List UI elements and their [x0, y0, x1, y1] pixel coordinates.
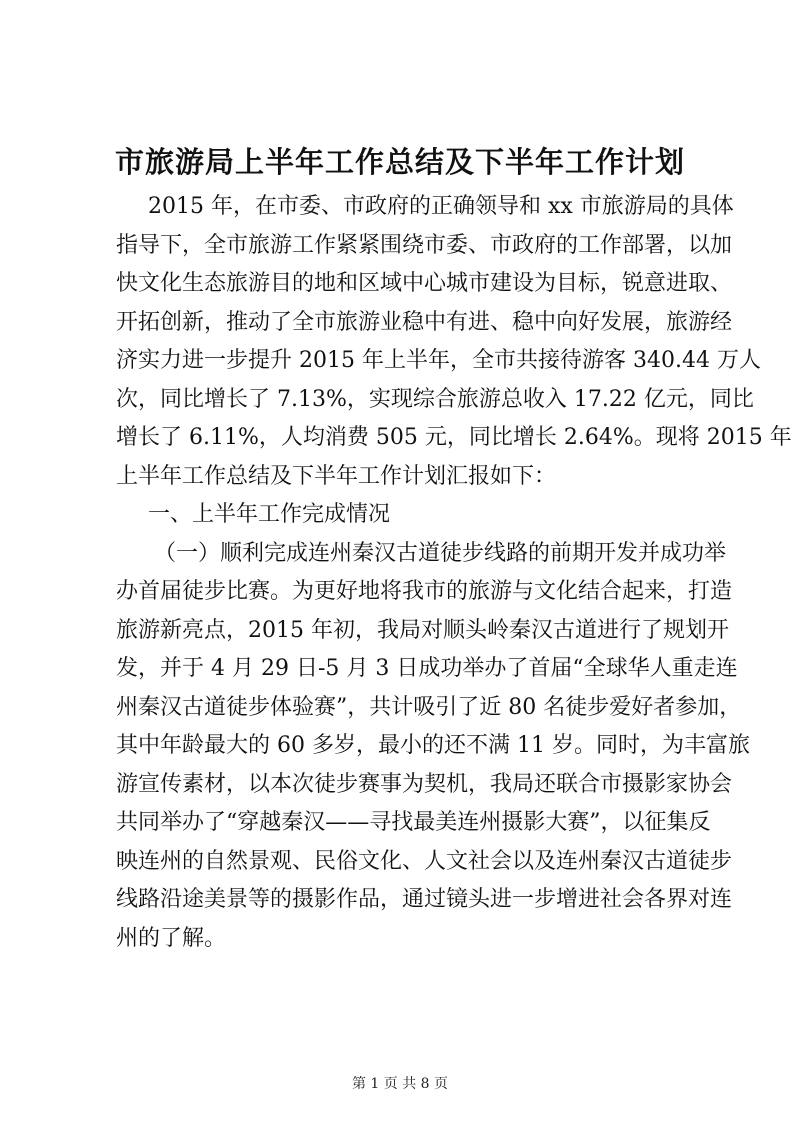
paragraph-2-line: 其中年龄最大的 60 多岁，最小的还不满 11 岁。同时，为丰富旅 [116, 733, 750, 758]
paragraph-1-line: 上半年工作总结及下半年工作计划汇报如下： [116, 463, 557, 489]
paragraph-2-line: 州的了解。 [116, 925, 227, 951]
document-body [116, 188, 792, 958]
paragraph-2-line: 州秦汉古道徒步体验赛”，共计吸引了近 80 名徒步爱好者参加， [116, 694, 742, 720]
paragraph-2-line: 共同举办了“穿越秦汉——寻找最美连州摄影大赛”，以征集反 [116, 810, 711, 835]
section-heading: 一、上半年工作完成情况 [148, 502, 391, 527]
paragraph-2-line: 发，并于 4 月 29 日-5 月 3 日成功举办了首届“全球华人重走连 [116, 656, 738, 681]
paragraph-2-line: 线路沿途美景等的摄影作品，通过镜头进一步增进社会各界对连 [116, 887, 733, 912]
paragraph-1-line: 开拓创新，推动了全市旅游业稳中有进、稳中向好发展，旅游经 [116, 309, 733, 335]
page-footer: 第 1 页 共 8 页 [351, 1076, 449, 1092]
document-title: 市旅游局上半年工作总结及下半年工作计划 [114, 145, 685, 179]
paragraph-1-line: 指导下，全市旅游工作紧紧围绕市委、市政府的工作部署，以加 [116, 232, 733, 258]
paragraph-1-line: 快文化生态旅游目的地和区域中心城市建设为目标，锐意进取、 [116, 271, 733, 296]
paragraph-2-line: 映连州的自然景观、民俗文化、人文社会以及连州秦汉古道徒步 [116, 848, 733, 874]
paragraph-1-line: 次，同比增长了 7.13%，实现综合旅游总收入 17.22 亿元，同比 [116, 386, 754, 412]
paragraph-2-line: （一）顺利完成连州秦汉古道徒步线路的前期开发并成功举 [154, 540, 727, 566]
paragraph-2-line: 游宣传素材，以本次徒步赛事为契机，我局还联合市摄影家协会 [116, 771, 733, 797]
paragraph-1-line: 增长了 6.11%，人均消费 505 元，同比增长 2.64%。现将 2015 年 [116, 425, 792, 450]
paragraph-1-line: 济实力进一步提升 2015 年上半年，全市共接待游客 340.44 万人 [116, 348, 761, 373]
paragraph-1-line: 2015 年，在市委、市政府的正确领导和 xx 市旅游局的具体 [148, 194, 734, 219]
paragraph-2-line: 办首届徒步比赛。为更好地将我市的旅游与文化结合起来，打造 [116, 579, 733, 604]
paragraph-2-line: 旅游新亮点，2015 年初，我局对顺头岭秦汉古道进行了规划开 [116, 617, 729, 643]
